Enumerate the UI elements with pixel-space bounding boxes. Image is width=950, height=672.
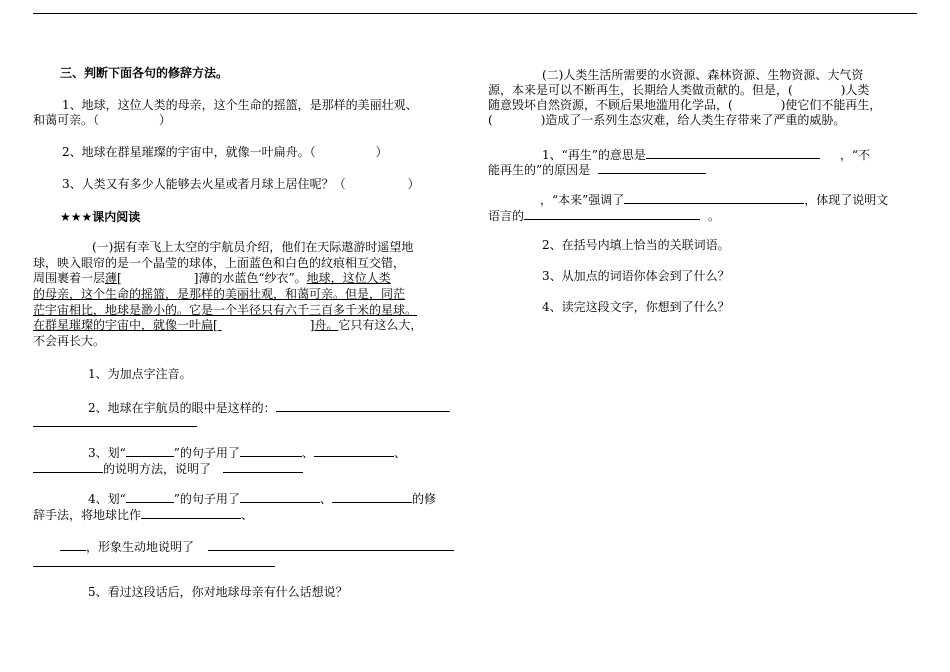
answer-line-4d[interactable] xyxy=(60,538,86,551)
answer-line-2b[interactable] xyxy=(33,414,197,427)
right-item-1-line-4: 语言的 。 xyxy=(488,209,721,223)
answer-line-r1b[interactable] xyxy=(598,161,706,174)
item-5: 5、看过这段话后，你对地球母亲有什么话想说？ xyxy=(88,585,348,599)
passage-2-line-3: 随意毁坏自然资源，不顾后果地滥用化学品，( )使它们不能再生， xyxy=(488,98,882,112)
answer-line-3a[interactable] xyxy=(240,444,302,457)
passage-1-line-4: 的母亲，这个生命的摇篮，是那样的美丽壮观，和蔼可亲。但是，同茫 xyxy=(33,287,406,301)
question-3: 3、人类又有多少人能够去火星或者月球上居住呢？（ ） xyxy=(62,177,420,191)
item-4-line-2: 辞手法，将地球比作 、 xyxy=(33,508,254,522)
item-2: 2、地球在宇航员的眼中是这样的： xyxy=(88,399,450,415)
answer-line-r1c[interactable] xyxy=(624,191,804,204)
underline-mark-blank-2[interactable] xyxy=(126,490,174,503)
top-rule xyxy=(33,13,917,14)
item-1: 1、为加点字注音。 xyxy=(88,367,192,381)
question-1-line-2: 和蔼可亲。（ ） xyxy=(33,113,172,127)
right-item-1-line-2: 能再生的”的原因是 xyxy=(488,161,706,177)
right-item-2: 2、在括号内填上恰当的关联词语。 xyxy=(542,238,730,252)
right-item-4: 4、读完这段文字，你想到了什么？ xyxy=(542,300,730,314)
answer-line-4a[interactable] xyxy=(240,490,320,503)
passage-1-line-7: 不会再长大。 xyxy=(33,334,106,348)
passage-1-line-1: (一)据有幸飞上太空的宇航员介绍，他们在天际遨游时遥望地 xyxy=(92,240,414,254)
item-2-line-2 xyxy=(33,414,197,430)
pinyin-blank-2[interactable] xyxy=(218,318,310,332)
passage-2-line-4: ( )造成了一系列生态灾难，给人类生存带来了严重的威胁。 xyxy=(488,113,846,127)
question-1-line-1: 1、地球，这位人类的母亲，这个生命的摇篮，是那样的美丽壮观、 xyxy=(62,98,418,112)
underline-mark-blank[interactable] xyxy=(126,444,174,457)
answer-line-4b[interactable] xyxy=(332,490,412,503)
item-3-line-2: 的说明方法，说明了 xyxy=(33,460,303,476)
answer-line-3c[interactable] xyxy=(33,460,103,473)
passage-2-line-1: (二)人类生活所需要的水资源、森林资源、生物资源、大气资 xyxy=(542,68,864,82)
item-4-line-4 xyxy=(33,554,275,570)
section-3-title: 三、判断下面各句的修辞方法。 xyxy=(60,66,229,80)
right-item-3: 3、从加点的词语你体会到了什么？ xyxy=(542,269,730,283)
answer-line-3d[interactable] xyxy=(223,460,303,473)
passage-1-line-5: 茫宇宙相比，地球是渺小的。它是一个半径只有六千三百多千米的星球。 xyxy=(33,303,418,317)
star-icon: ★★★ xyxy=(60,210,93,224)
question-2: 2、地球在群星璀璨的宇宙中，就像一叶扁舟。（ ） xyxy=(62,145,388,159)
answer-line-4e[interactable] xyxy=(208,538,454,551)
answer-line-4c[interactable] xyxy=(141,506,241,519)
passage-1-line-3: 周围裹着一层薄[ ]薄的水蓝色“纱衣”。地球，这位人类 xyxy=(33,271,391,285)
right-item-1: 1、“再生”的意思是 ，“不 xyxy=(542,148,871,162)
answer-line-2a[interactable] xyxy=(276,399,450,412)
answer-line-3b[interactable] xyxy=(314,444,394,457)
answer-line-r1d[interactable] xyxy=(524,207,700,220)
answer-line-4f[interactable] xyxy=(33,554,275,567)
passage-1-line-2: 球，映入眼帘的是一个晶莹的球体，上面蓝色和白色的纹痕相互交错， xyxy=(33,256,406,270)
item-3: 3、划“ ”的句子用了 、 、 xyxy=(88,446,406,460)
passage-1-line-6: 在群星璀璨的宇宙中，就像一叶扁[ ]舟。它只有这么大， xyxy=(33,318,423,332)
passage-2-line-2: 源，本来是可以不断再生，长期给人类做贡献的。但是，( )人类 xyxy=(488,83,870,97)
right-item-1-line-3: ，“本来”强调了 ，体现了说明文 xyxy=(540,193,889,207)
answer-line-r1a[interactable] xyxy=(646,146,820,159)
item-4-line-3: ，形象生动地说明了 xyxy=(60,538,454,554)
item-4: 4、划“ ”的句子用了 、 的修 xyxy=(88,492,436,506)
reading-heading: ★★★课内阅读 xyxy=(60,210,141,224)
